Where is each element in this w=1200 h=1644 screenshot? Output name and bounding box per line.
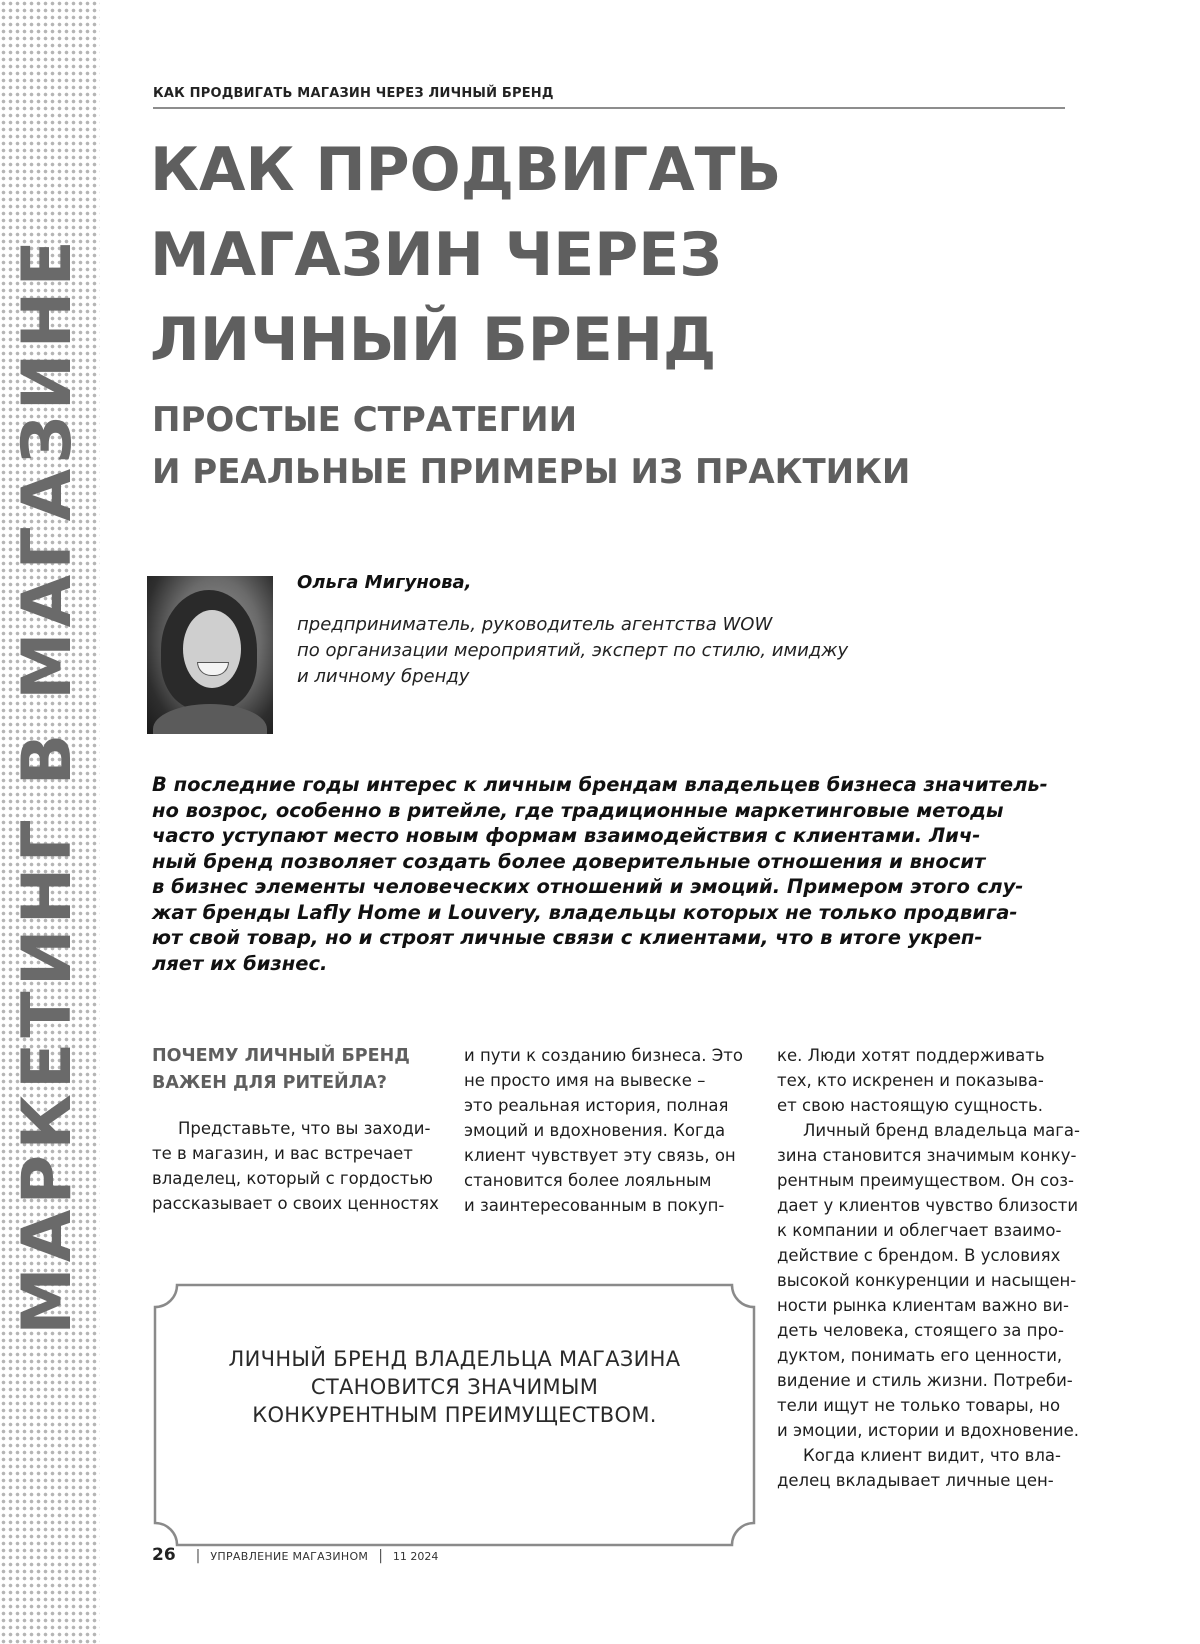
issue-number: 11 2024 [392,1550,439,1563]
body-line: тех, кто искренен и показыва- [777,1071,1044,1090]
footer-separator: | [378,1548,383,1564]
pull-quote-line: КОНКУРЕНТНЫМ ПРЕИМУЩЕСТВОМ. [252,1403,657,1427]
footer-separator: | [195,1548,201,1564]
pull-quote [153,1283,756,1547]
title-line: КАК ПРОДВИГАТЬ [150,135,782,205]
lead-line: жат бренды Lafly Home и Louvery, владельцы которых не только продвига- [152,900,1018,924]
body-line: Когда клиент видит, что вла- [803,1446,1061,1465]
body-line: тели ищут не только товары, но [777,1396,1061,1415]
body-line: к компании и облегчает взаимо- [777,1221,1062,1240]
lead-line: В последние годы интерес к личным брендам владельцев бизнеса значитель- [152,773,1048,796]
title-line: МАГАЗИН ЧЕРЕЗ [150,220,722,290]
body-line: Личный бренд владельца мага- [803,1121,1080,1140]
body-line: становится более лояльным [464,1171,712,1190]
body-line: ет свою настоящую сущность. [777,1096,1043,1115]
section-heading-line: ПОЧЕМУ ЛИЧНЫЙ БРЕНД [152,1046,410,1066]
pull-quote-line: ЛИЧНЫЙ БРЕНД ВЛАДЕЛЬЦА МАГАЗИНА [228,1347,681,1371]
lead-line: но возрос, особенно в ритейле, где традиционные маркетинговые методы [152,798,1004,822]
body-line: и пути к созданию бизнеса. Это [464,1046,743,1065]
body-line: деть человека, стоящего за про- [777,1321,1064,1340]
body-line: рассказывает о своих ценностях [152,1194,439,1213]
lead-line: часто уступают место новым формам взаимодействия с клиентами. Лич- [152,824,981,847]
author-role [297,612,937,690]
author-role-line: и личному бренду [297,666,470,687]
body-column-1 [152,1043,439,1216]
body-line: дает у клиентов чувство близости [777,1196,1079,1215]
running-head: КАК ПРОДВИГАТЬ МАГАЗИН ЧЕРЕЗ ЛИЧНЫЙ БРЕНД [153,86,554,101]
pull-quote-line: СТАНОВИТСЯ ЗНАЧИМЫМ [310,1375,599,1399]
page-footer [152,1545,438,1565]
section-vertical-label: МАРКЕТИНГ В МАГАЗИНЕ [8,235,87,1335]
lead-paragraph [152,772,1062,976]
header-divider [153,107,1065,109]
body-line: эмоций и вдохновения. Когда [464,1121,726,1140]
lead-line: ют свой товар, но и строят личные связи с клиентами, что в итоге укреп- [152,926,983,949]
author-photo [147,576,273,734]
subtitle-line: ПРОСТЫЕ СТРАТЕГИИ [152,400,578,440]
magazine-name: УПРАВЛЕНИЕ МАГАЗИНОМ [210,1550,369,1563]
body-line: высокой конкуренции и насыщен- [777,1271,1077,1290]
page-number: 26 [152,1545,176,1565]
body-line: владелец, который с гордостью [152,1169,433,1188]
body-line: дуктом, понимать его ценности, [777,1346,1063,1365]
lead-line: ляет их бизнес. [152,951,328,975]
article-subtitle [152,394,1052,498]
section-heading [152,1043,434,1097]
body-line: Представьте, что вы заходи- [178,1119,431,1138]
title-line: ЛИЧНЫЙ БРЕНД [150,305,717,375]
body-column-3 [777,1043,1080,1493]
body-line: рентным преимуществом. Он соз- [777,1171,1074,1190]
article-title [150,128,1050,383]
body-line: видение и стиль жизни. Потреби- [777,1371,1073,1390]
body-line: делец вкладывает личные цен- [777,1471,1054,1490]
body-line: действие с брендом. В условиях [777,1246,1061,1265]
author-role-line: предприниматель, руководитель агентства WOW [297,614,773,635]
body-column-2 [464,1043,751,1218]
photo-shoulders [153,704,267,734]
body-line: клиент чувствует эту связь, он [464,1146,736,1165]
body-line: и заинтересованным в покуп- [464,1196,725,1215]
author-role-line: по организации мероприятий, эксперт по стилю, имиджу [297,640,849,661]
body-line: ке. Люди хотят поддерживать [777,1046,1045,1065]
body-line: это реальная история, полная [464,1096,729,1115]
photo-face [183,610,241,688]
body-line: и эмоции, истории и вдохновение. [777,1421,1080,1440]
subtitle-line: И РЕАЛЬНЫЕ ПРИМЕРЫ ИЗ ПРАКТИКИ [152,452,911,492]
body-line: зина становится значимым конку- [777,1146,1077,1165]
body-line: ности рынка клиентам важно ви- [777,1296,1069,1315]
section-heading-line: ВАЖЕН ДЛЯ РИТЕЙЛА? [152,1073,387,1093]
body-line: не просто имя на вывеске – [464,1071,706,1090]
pull-quote-text [153,1345,756,1429]
lead-line: в бизнес элементы человеческих отношений и эмоций. Примером этого слу- [152,875,1024,898]
lead-line: ный бренд позволяет создать более доверительные отношения и вносит [152,849,986,873]
body-line: те в магазин, и вас встречает [152,1144,413,1163]
author-name: Ольга Мигунова, [297,572,472,593]
